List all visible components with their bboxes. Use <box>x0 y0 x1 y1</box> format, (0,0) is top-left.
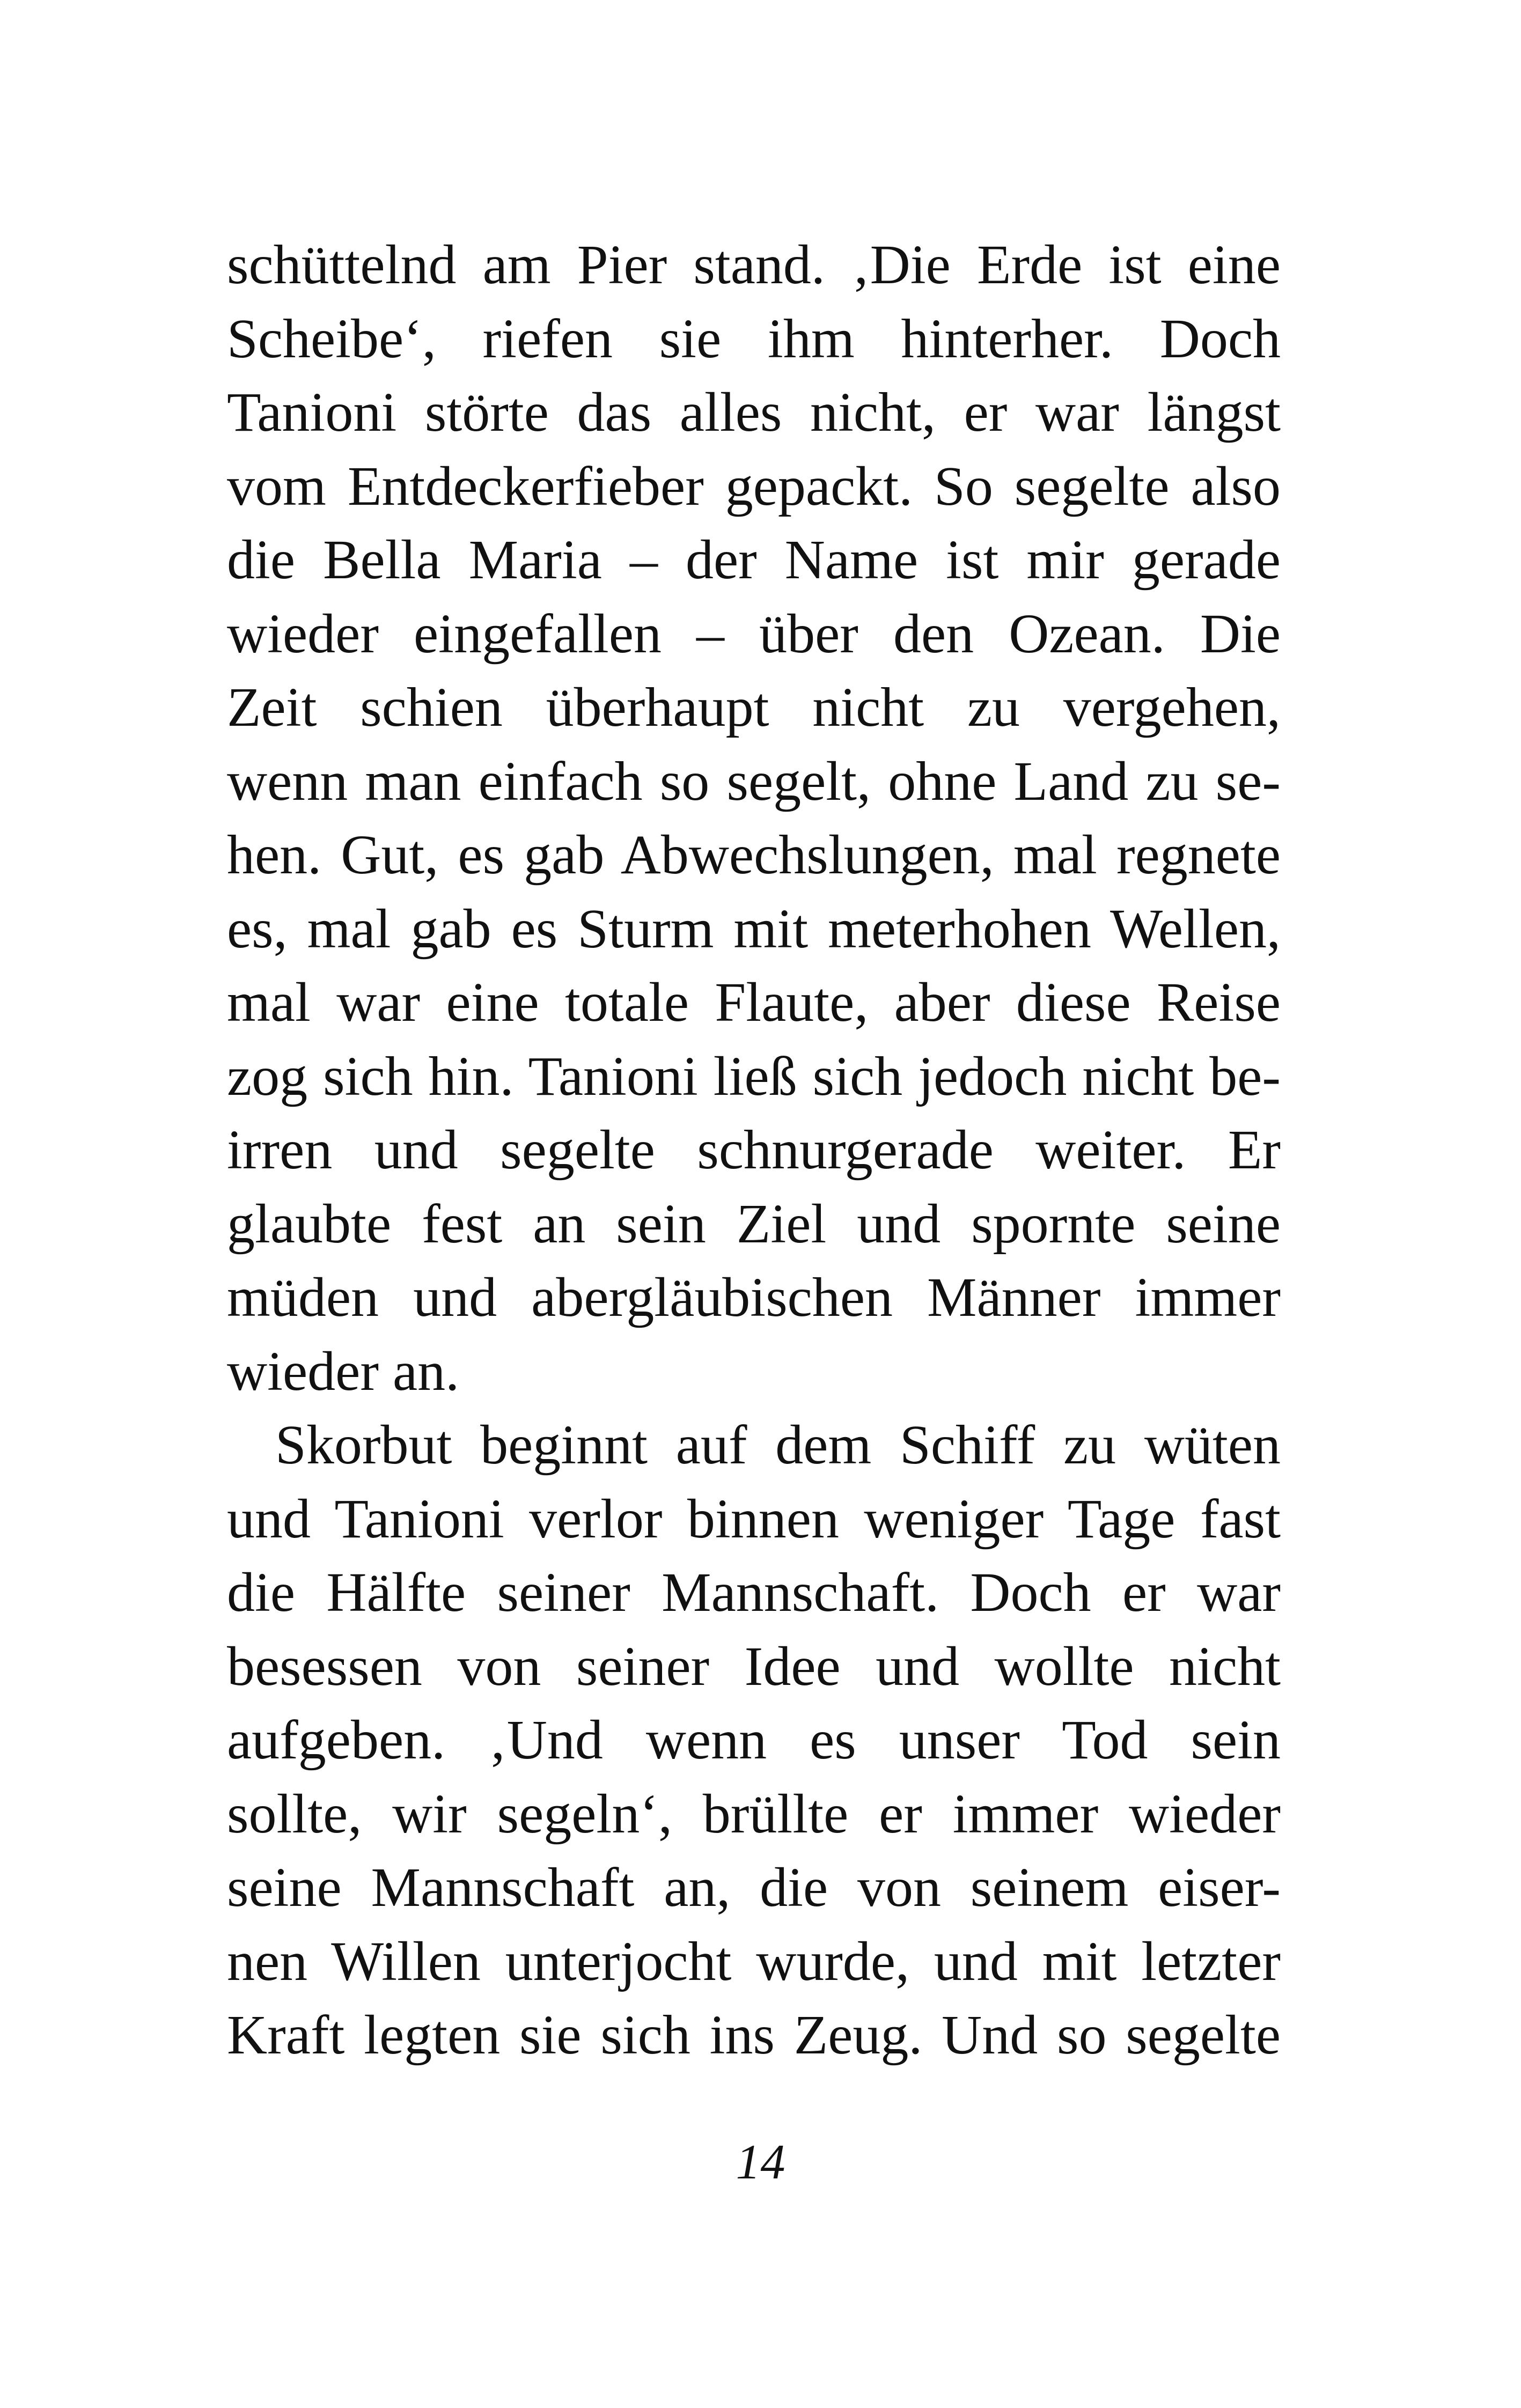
text-line: sollte, wir segeln‘, brüllte er immer wieder <box>227 1783 1281 1845</box>
text-line: glaubte fest an sein Ziel und spornte seine <box>227 1192 1281 1255</box>
text-line: Kraft legten sie sich ins Zeug. Und so segelte <box>227 2004 1281 2066</box>
text-line: wenn man einfach so segelt, ohne Land zu se- <box>227 750 1281 812</box>
paragraph-1 <box>227 228 1281 1408</box>
text-line: Tanioni störte das alles nicht, er war längst <box>227 381 1281 443</box>
text-line: die Hälfte seiner Mannschaft. Doch er war <box>227 1562 1281 1623</box>
text-line: nen Willen unterjocht wurde, und mit letzter <box>227 1930 1281 1992</box>
page-number: 14 <box>736 2134 785 2189</box>
text-line: mal war eine totale Flaute, aber diese Reise <box>227 971 1281 1033</box>
text-line: aufgeben. ‚Und wenn es unser Tod sein <box>227 1709 1281 1771</box>
text-line: Skorbut beginnt auf dem Schiff zu wüten <box>275 1414 1281 1476</box>
text-line: besessen von seiner Idee und wollte nicht <box>227 1635 1281 1697</box>
text-line: hen. Gut, es gab Abwechslungen, mal regnete <box>227 824 1281 886</box>
paragraph-2 <box>227 1408 1281 2072</box>
text-line: Scheibe‘, riefen sie ihm hinterher. Doch <box>227 307 1281 370</box>
text-line: wieder eingefallen – über den Ozean. Die <box>227 602 1281 665</box>
text-line: und Tanioni verlor binnen weniger Tage fast <box>227 1487 1281 1550</box>
text-line: müden und abergläubischen Männer immer <box>227 1266 1281 1328</box>
text-line: seine Mannschaft an, die von seinem eiser- <box>227 1857 1281 1918</box>
text-line: die Bella Maria – der Name ist mir gerade <box>227 529 1281 591</box>
body-text <box>227 228 1281 2072</box>
text-line: vom Entdeckerfieber gepackt. So segelte also <box>227 455 1281 517</box>
text-line: es, mal gab es Sturm mit meterhohen Wellen, <box>227 897 1281 960</box>
text-line: irren und segelte schnurgerade weiter. Er <box>227 1119 1281 1181</box>
text-line: Zeit schien überhaupt nicht zu vergehen, <box>227 676 1281 738</box>
text-line: schüttelnd am Pier stand. ‚Die Erde ist eine <box>227 234 1281 296</box>
text-line: zog sich hin. Tanioni ließ sich jedoch nicht be- <box>227 1045 1281 1107</box>
text-line: wieder an. <box>227 1340 460 1402</box>
